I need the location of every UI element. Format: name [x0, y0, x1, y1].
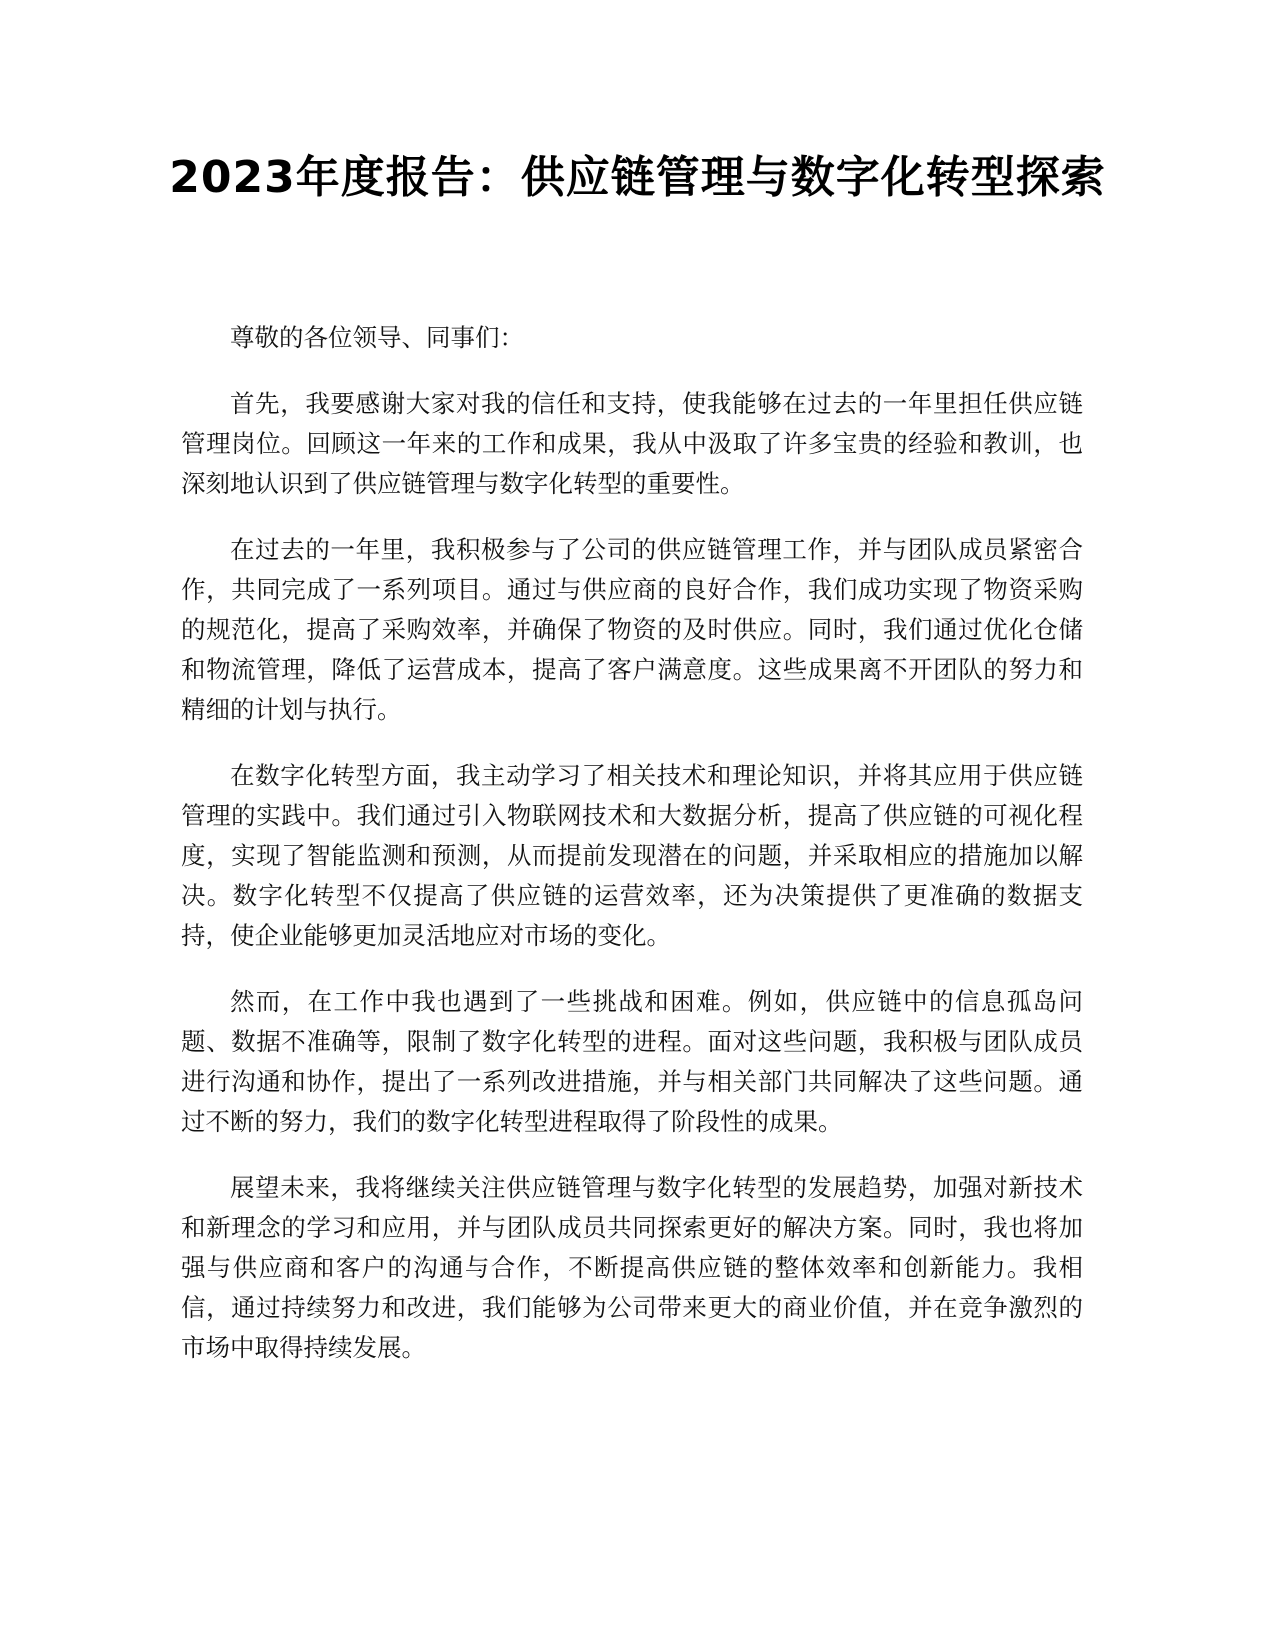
document-body: [181, 318, 1083, 1394]
body-paragraph: 在数字化转型方面，我主动学习了相关技术和理论知识，并将其应用于供应链管理的实践中。我们通过引入物联网技术和大数据分析，提高了供应链的可视化程度，实现了智能监测和预测，从而提前发现潜在的问题，并采取相应的措施加以解决。数字化转型不仅提高了供应链的运营效率，还为决策提供了更准确的数据支持，使企业能够更加灵活地应对市场的变化。: [181, 761, 1083, 950]
body-paragraph: 在过去的一年里，我积极参与了公司的供应链管理工作，并与团队成员紧密合作，共同完成了一系列项目。通过与供应商的良好合作，我们成功实现了物资采购的规范化，提高了采购效率，并确保了物资的及时供应。同时，我们通过优化仓储和物流管理，降低了运营成本，提高了客户满意度。这些成果离不开团队的努力和精细的计划与执行。: [181, 535, 1083, 724]
body-paragraph: 展望未来，我将继续关注供应链管理与数字化转型的发展趋势，加强对新技术和新理念的学习和应用，并与团队成员共同探索更好的解决方案。同时，我也将加强与供应商和客户的沟通与合作，不断提高供应链的整体效率和创新能力。我相信，通过持续努力和改进，我们能够为公司带来更大的商业价值，并在竞争激烈的市场中取得持续发展。: [181, 1173, 1083, 1362]
salutation-paragraph: 尊敬的各位领导、同事们：: [230, 323, 524, 352]
body-paragraph: 首先，我要感谢大家对我的信任和支持，使我能够在过去的一年里担任供应链管理岗位。回顾这一年来的工作和成果，我从中汲取了许多宝贵的经验和教训，也深刻地认识到了供应链管理与数字化转型的重要性。: [181, 389, 1083, 498]
document-title: 2023年度报告：供应链管理与数字化转型探索: [169, 152, 1106, 203]
body-paragraph: 然而，在工作中我也遇到了一些挑战和困难。例如，供应链中的信息孤岛问题、数据不准确等，限制了数字化转型的进程。面对这些问题，我积极与团队成员进行沟通和协作，提出了一系列改进措施，并与相关部门共同解决了这些问题。通过不断的努力，我们的数字化转型进程取得了阶段性的成果。: [181, 987, 1083, 1136]
